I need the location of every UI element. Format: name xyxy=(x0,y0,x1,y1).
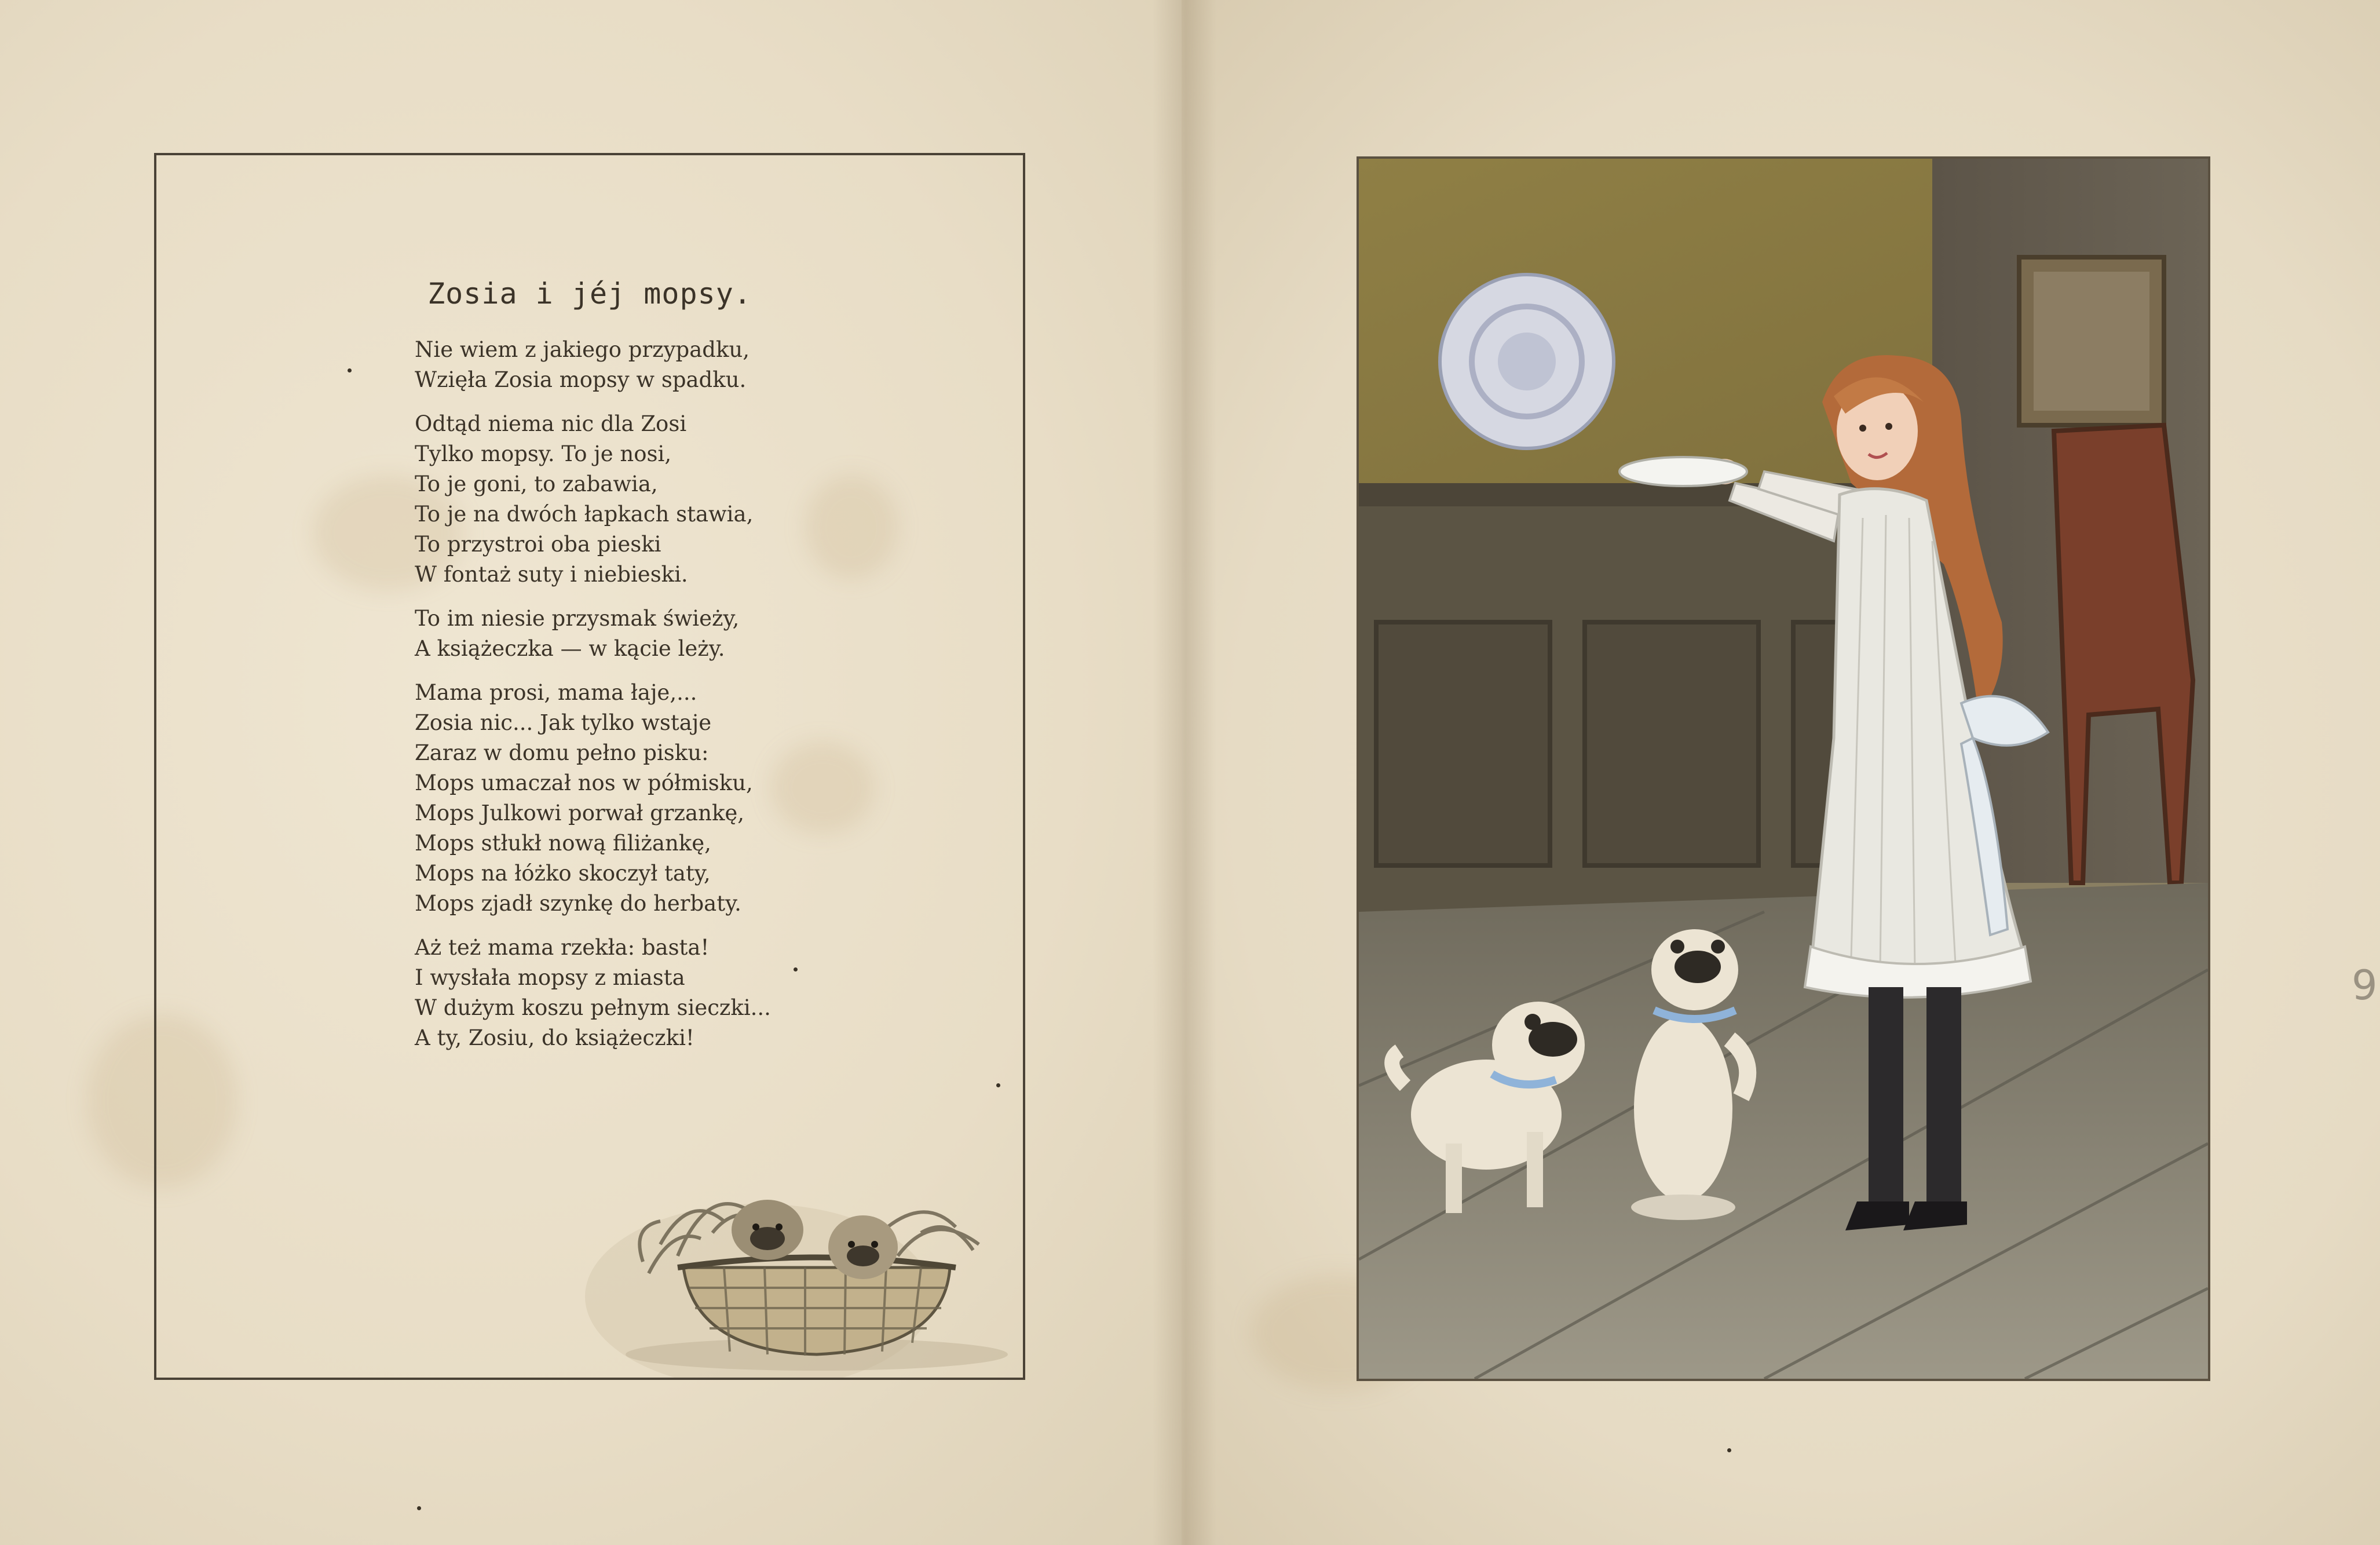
poem-line: Tylko mopsy. To je nosi, xyxy=(415,441,672,466)
poem-line: A ty, Zosiu, do książeczki! xyxy=(415,1025,694,1050)
stanza-2 xyxy=(415,409,994,590)
puppy-basket-illustration xyxy=(573,1123,1048,1378)
poem-line: To je na dwóch łapkach stawia, xyxy=(415,502,754,527)
poem-line: W dużym koszu pełnym sieczki... xyxy=(415,995,771,1020)
poem-line: Nie wiem z jakiego przypadku, xyxy=(415,337,750,362)
poem-line: Mops zjadł szynkę do herbaty. xyxy=(415,891,741,916)
poem-line: Aż też mama rzekła: basta! xyxy=(415,935,710,960)
girl-with-pugs-scene xyxy=(1359,159,2208,1379)
text-frame xyxy=(154,153,1025,1380)
poem-body xyxy=(415,335,994,1067)
poem-title: Zosia i jéj mopsy. xyxy=(427,277,752,311)
poem-line: Mops stłukł nową filiżankę, xyxy=(415,831,711,856)
poem-line: W fontaż suty i niebieski. xyxy=(415,562,688,587)
page-margin-mark: 9 xyxy=(2352,962,2378,1009)
poem-line: Wzięła Zosia mopsy w spadku. xyxy=(415,367,747,392)
poem-line: To je goni, to zabawia, xyxy=(415,472,658,496)
stanza-3 xyxy=(415,604,994,664)
poem-line: Mops Julkowi porwał grzankę, xyxy=(415,801,745,826)
poem-line: A książeczka — w kącie leży. xyxy=(415,636,725,661)
poem-line: Zaraz w domu pełno pisku: xyxy=(415,740,709,765)
stanza-5 xyxy=(415,933,994,1053)
poem-line: To przystroi oba pieski xyxy=(415,532,661,557)
poem-line: Odtąd niema nic dla Zosi xyxy=(415,411,687,436)
left-page xyxy=(0,0,1182,1545)
color-plate-illustration xyxy=(1357,156,2210,1381)
book-gutter xyxy=(1153,0,1216,1545)
poem-line: Mops na łóżko skoczył taty, xyxy=(415,861,711,886)
poem-line: Mops umaczał nos w półmisku, xyxy=(415,770,753,795)
poem-line: To im niesie przysmak świeży, xyxy=(415,606,740,631)
stanza-1 xyxy=(415,335,994,395)
poem-line: I wysłała mopsy z miasta xyxy=(415,965,685,990)
poem-line: Zosia nic... Jak tylko wstaje xyxy=(415,710,712,735)
poem-line: Mama prosi, mama łaje,... xyxy=(415,680,697,705)
stanza-4 xyxy=(415,678,994,919)
